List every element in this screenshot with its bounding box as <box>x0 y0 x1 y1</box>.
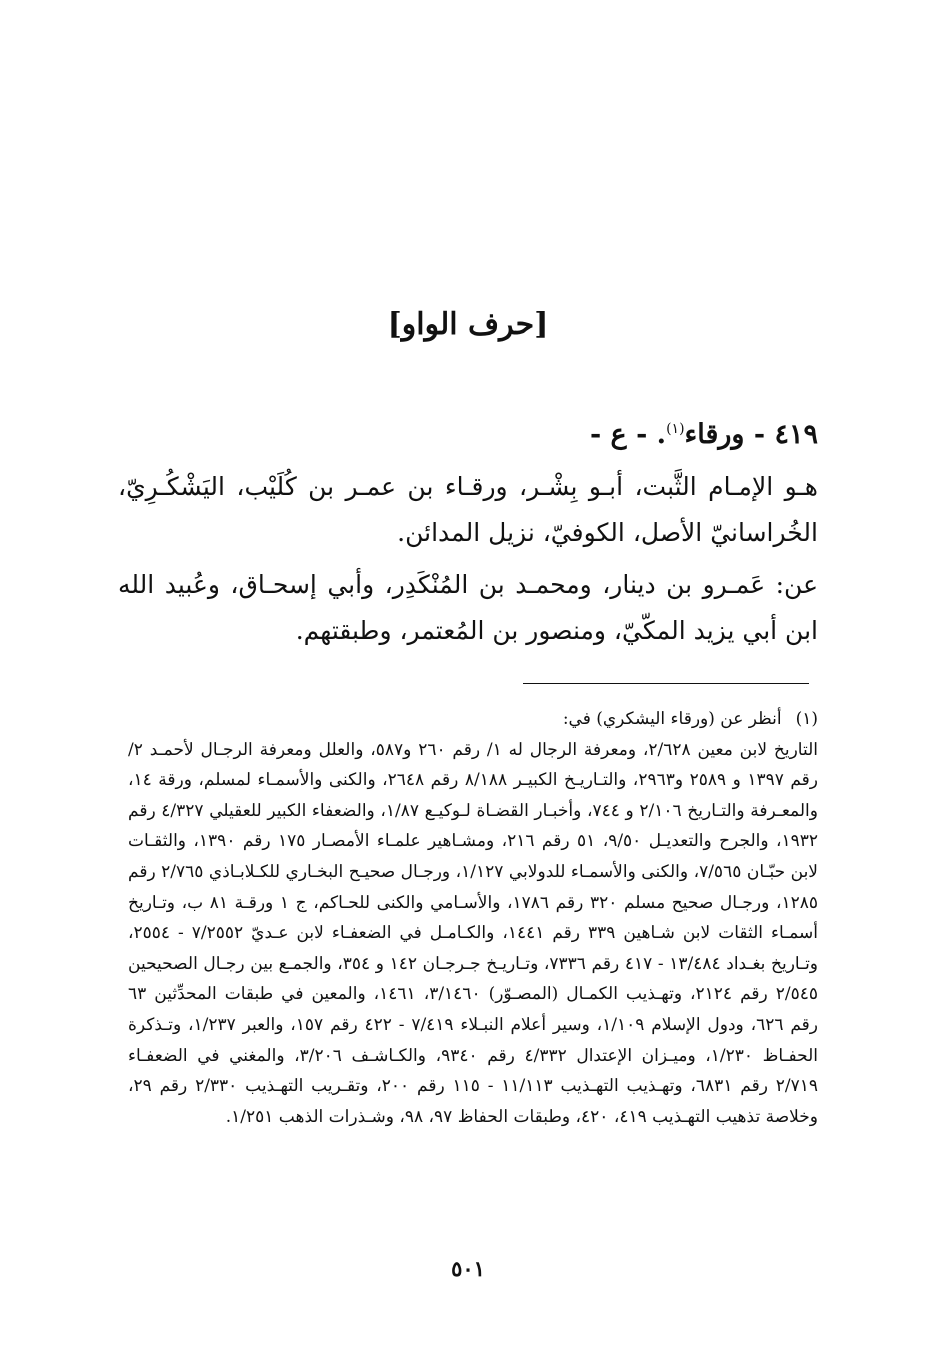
footnote-intro-line <box>128 704 818 735</box>
chapter-heading: [حرف الواو] <box>387 307 549 342</box>
footnote-marker: (١) <box>795 709 818 729</box>
entry-name: ورقاء <box>684 419 745 450</box>
entry-biography: هـو الإمـام الثَّبت، أبـو بِشْـر، ورقـاء بن عمـر بن كُلَيْب، اليَشْكُـرِيّ، الخُراسانيّ الأصل، الكوفيّ، نزيل المدائن. <box>118 472 818 547</box>
entry-separator: - <box>753 419 766 450</box>
footnote-body: التاريخ لابن معين ٢/٦٢٨، ومعرفة الرجال له ١/ رقم ٢٦٠ و٥٨٧، والعلل ومعرفة الرجـال لأحمـد ٢/ رقم ١٣٩٧ و ٢٥٨٩ و٢٩٦٣، والتـاريـخ الكبيـر ٨/١٨٨ رقم ٢٦٤٨، والكنى والأسمـاء لمسلم، ورقة ١٤، والمعـرفة والتـاريخ ٢/١٠٦ و ٧٤٤، وأخبـار القضـاة لـوكيـع ١/٨٧، والضعفاء الكبير للعقيلي ٤/٣٢٧ رقم ١٩٣٢، والجرح والتعديـل ٩/٥٠، ٥١ رقم ٢١٦، ومشـاهير علمـاء الأمصـار ١٧٥ رقم ١٣٩٠، والثقـات لابن حبّـان ٧/٥٦٥، والكنى والأسمـاء للدولابي ١/١٢٧، ورجـال صحيـح البخـاري للكـلابـاذي ٢/٧٦٥ رقم ١٢٨٥، ورجـال صحيح مسلم ٣٢٠ رقم ١٧٨٦، والأسـامي والكنى للحـاكم، ج ١ ورقـة ٨١ ب، وتـاريخ أسمـاء الثقات لابن شـاهين ٣٣٩ رقم ١٤٤١، والكـامـل في الضعفـاء لابن عـديّ ٧/٢٥٥٢ - ٢٥٥٤، وتـاريخ بغـداد ١٣/٤٨٤ - ٤١٧ رقم ٧٣٣٦، وتـاريـخ جـرجـان ١٤٢ و ٣٥٤، والجمـع بين رجـال الصحيحين ٢/٥٤٥ رقم ٢١٢٤، وتهـذيب الكمـال (المصـوّر) ٣/١٤٦٠، ١٤٦١، والمعين في طبقات المحدِّثين ٦٣ رقم ٦٢٦، ودول الإسلام ١/١٠٩، وسير أعلام النبـلاء ٧/٤١٩ - ٤٢٢ رقم ١٥٧، والعبر ١/٢٣٧، وتـذكرة الحفـاظ ١/٢٣٠، وميـزان الإعتدال ٤/٣٣٢ رقم ٩٣٤٠، والكـاشـف ٣/٢٠٦، والمغني في الضعفـاء ٢/٧١٩ رقم ٦٨٣١، وتهـذيب التهـذيب ١١/١١٣ - ١١٥ رقم ٢٠٠، وتقـريب التهـذيب ٢/٣٣٠ رقم ٢٩، وخلاصة تذهيب التهـذيب ٤١٩، ٤٢٠، وطبقات الحفاظ ٩٧، ٩٨، وشـذرات الذهب ١/٢٥١. <box>128 739 819 1127</box>
footnote <box>128 704 818 1132</box>
entry-teachers: عن: عَمـرو بن دينار، ومحمـد بن المُنْكَدِر، وأبي إسحـاق، وعُبيد الله ابن أبي يزيد المكّيّ، ومنصور بن المُعتمر، وطبقتهم. <box>118 570 818 645</box>
page-number: ٥٠١ <box>451 1256 485 1281</box>
entry-number: ٤١٩ <box>774 419 818 450</box>
entry-heading <box>118 412 818 458</box>
footnote-divider <box>523 683 809 684</box>
footnote-intro: أنظر عن (ورقاء اليشكري) في: <box>562 709 782 729</box>
footnote-reference[interactable]: (١) <box>666 421 685 437</box>
entry-symbol: . - ع - <box>589 419 667 450</box>
